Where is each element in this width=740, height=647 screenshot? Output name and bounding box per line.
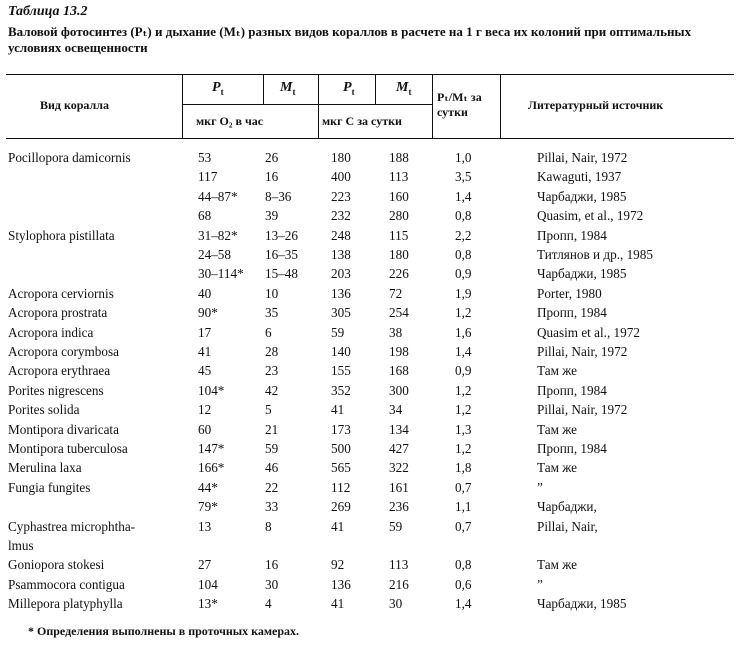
cell-mt-c: 180 [389, 247, 409, 262]
header-mt-c: $M_t$ [396, 80, 412, 97]
cell-ratio: 3,5 [455, 169, 472, 185]
cell-species: Acropora cerviornis [8, 285, 114, 301]
cell-source: Пропп, 1984 [537, 227, 607, 243]
cell-species: Acropora corymbosa [8, 344, 119, 359]
cell-pt-c: 136 [331, 285, 351, 301]
cell-pt-o2: 12 [198, 402, 212, 418]
cell-ratio: 0,6 [455, 576, 472, 592]
cell-mt-o2: 10 [265, 285, 279, 301]
cell-ratio: 0,9 [455, 266, 472, 282]
cell-species: lmus [8, 538, 34, 553]
cell-source: Чарбаджи, 1985 [537, 266, 627, 282]
cell-mt-o2: 16 [265, 557, 279, 573]
cell-mt-c: 160 [389, 188, 409, 204]
cell-source: Там же [537, 460, 578, 476]
cell-ratio: 1,9 [455, 285, 472, 301]
cell-source: Quasim et al., 1972 [537, 324, 640, 340]
cell-ratio: 1,8 [455, 460, 472, 476]
cell-mt-c: 113 [389, 169, 409, 185]
cell-source: Пропп, 1984 [537, 441, 607, 456]
cell-ratio: 0,7 [455, 518, 472, 534]
cell-mt-c: 72 [389, 285, 403, 301]
cell-pt-o2: 147* [198, 441, 225, 456]
cell-mt-o2: 35 [265, 305, 279, 321]
cell-pt-o2: 79* [198, 499, 218, 515]
cell-ratio: 1,6 [455, 324, 472, 340]
cell-species: Montipora divaricata [8, 421, 119, 437]
cell-ratio: 1,2 [455, 441, 472, 456]
cell-mt-c: 168 [389, 363, 409, 379]
cell-ratio: 0,9 [455, 363, 472, 379]
cell-pt-c: 138 [331, 247, 351, 262]
cell-species: Acropora prostrata [8, 305, 108, 321]
cell-mt-c: 134 [389, 421, 409, 437]
cell-source: Porter, 1980 [537, 285, 602, 301]
cell-pt-o2: 104 [198, 576, 218, 592]
cell-mt-o2: 5 [265, 402, 272, 418]
cell-mt-o2: 6 [265, 324, 272, 340]
cell-mt-c: 300 [389, 382, 409, 398]
header-mt-o2: $M_t$ [280, 80, 296, 97]
cell-pt-o2: 27 [198, 557, 212, 573]
cell-mt-c: 254 [389, 305, 409, 321]
cell-mt-o2: 39 [265, 208, 279, 224]
cell-mt-o2: 4 [265, 596, 272, 612]
cell-ratio: 0,8 [455, 208, 472, 224]
cell-source: Pillai, Nair, 1972 [537, 150, 628, 165]
cell-species: Psammocora contigua [8, 576, 125, 592]
cell-source: Чарбаджи, 1985 [537, 596, 627, 612]
header-divider [182, 74, 183, 138]
header-divider [375, 74, 376, 104]
cell-mt-o2: 46 [265, 460, 279, 476]
cell-mt-c: 280 [389, 208, 409, 224]
cell-pt-c: 352 [331, 382, 351, 398]
cell-pt-o2: 68 [198, 208, 212, 224]
cell-pt-c: 140 [331, 344, 351, 359]
cell-mt-o2: 21 [265, 421, 279, 437]
cell-ratio: 0,8 [455, 557, 472, 573]
cell-mt-o2: 15–48 [265, 266, 298, 282]
cell-mt-c: 198 [389, 344, 409, 359]
cell-mt-c: 161 [389, 479, 409, 495]
header-source: Литературный источник [528, 98, 664, 112]
cell-pt-o2: 17 [198, 324, 212, 340]
cell-pt-c: 41 [331, 596, 345, 612]
cell-ratio: 1,2 [455, 402, 472, 418]
cell-source: Пропп, 1984 [537, 382, 607, 398]
cell-pt-c: 180 [331, 150, 351, 165]
cell-mt-c: 30 [389, 596, 403, 612]
cell-ratio: 1,4 [455, 188, 472, 204]
cell-mt-c: 38 [389, 324, 403, 340]
cell-source: Там же [537, 363, 578, 379]
cell-species: Pocillopora damicornis [8, 150, 131, 165]
cell-pt-c: 41 [331, 518, 345, 534]
cell-mt-o2: 23 [265, 363, 279, 379]
cell-pt-o2: 90* [198, 305, 218, 321]
cell-pt-c: 223 [331, 188, 351, 204]
header-ratio: Pₜ/Mₜ за сутки [437, 90, 482, 119]
cell-pt-c: 136 [331, 576, 351, 592]
cell-ratio: 1,4 [455, 596, 472, 612]
cell-pt-c: 59 [331, 324, 345, 340]
cell-mt-c: 236 [389, 499, 409, 515]
cell-pt-c: 155 [331, 363, 351, 379]
cell-mt-c: 216 [389, 576, 409, 592]
table-title: Валовой фотосинтез (Pₜ) и дыхание (Mₜ) разных видов кораллов в расчете на 1 г веса их колоний при оптимальных условиях освещенности [8, 24, 692, 55]
cell-pt-o2: 166* [198, 460, 225, 476]
cell-pt-c: 269 [331, 499, 351, 515]
cell-pt-o2: 117 [198, 169, 218, 185]
cell-pt-o2: 60 [198, 421, 212, 437]
cell-ratio: 0,7 [455, 479, 472, 495]
cell-ratio: 1,0 [455, 150, 472, 165]
cell-species: Goniopora stokesi [8, 557, 105, 573]
cell-pt-c: 203 [331, 266, 351, 282]
cell-pt-o2: 40 [198, 285, 212, 301]
cell-ratio: 1,3 [455, 421, 472, 437]
cell-mt-o2: 30 [265, 576, 279, 592]
header-divider [500, 74, 501, 138]
cell-mt-c: 226 [389, 266, 409, 282]
header-pt-c: $P_t$ [343, 80, 355, 97]
cell-pt-o2: 104* [198, 382, 225, 398]
cell-pt-c: 400 [331, 169, 351, 185]
cell-pt-c: 232 [331, 208, 351, 224]
cell-source: Pillai, Nair, 1972 [537, 344, 628, 359]
cell-pt-o2: 13 [198, 518, 212, 534]
cell-mt-o2: 59 [265, 441, 279, 456]
header-species: Вид коралла [40, 98, 109, 112]
cell-mt-o2: 8 [265, 518, 272, 534]
cell-pt-c: 112 [331, 479, 351, 495]
footnote: * Определения выполнены в проточных камерах. [28, 624, 300, 638]
cell-source: Чарбаджи, 1985 [537, 188, 627, 204]
cell-mt-c: 59 [389, 518, 403, 534]
cell-pt-c: 565 [331, 460, 351, 476]
cell-ratio: 1,4 [455, 344, 472, 359]
cell-mt-o2: 16 [265, 169, 279, 185]
cell-ratio: 1,1 [455, 499, 472, 515]
cell-species: Cyphastrea microphtha- [8, 518, 136, 534]
cell-source: Чарбаджи, [537, 499, 597, 515]
cell-source: ” [537, 576, 543, 592]
cell-mt-o2: 28 [265, 344, 279, 359]
cell-species: Porites nigrescens [8, 382, 104, 398]
cell-pt-o2: 41 [198, 344, 212, 359]
cell-species: Porites solida [8, 402, 80, 418]
cell-species: Fungia fungites [8, 479, 91, 495]
cell-pt-o2: 30–114* [198, 266, 244, 282]
cell-pt-c: 41 [331, 402, 345, 418]
cell-mt-o2: 8–36 [265, 188, 292, 204]
cell-mt-o2: 26 [265, 150, 279, 165]
cell-mt-c: 113 [389, 557, 409, 573]
table-caption: Таблица 13.2 [8, 4, 88, 19]
cell-source: Pillai, Nair, 1972 [537, 402, 628, 418]
cell-mt-o2: 16–35 [265, 247, 298, 262]
subheader-rule [182, 104, 432, 105]
header-pt-o2: $P_t$ [212, 80, 224, 97]
cell-species: Millepora platyphylla [8, 596, 123, 612]
cell-pt-o2: 44* [198, 479, 218, 495]
cell-ratio: 2,2 [455, 227, 472, 243]
cell-pt-c: 248 [331, 227, 351, 243]
cell-species: Stylophora pistillata [8, 227, 115, 243]
cell-pt-o2: 44–87* [198, 188, 238, 204]
header-divider [263, 74, 264, 104]
header-divider [318, 74, 319, 138]
header-bottom-rule [6, 138, 734, 139]
header-unit-c: мкг С за сутки [322, 114, 402, 128]
cell-mt-o2: 42 [265, 382, 279, 398]
cell-mt-o2: 33 [265, 499, 279, 515]
cell-source: Пропп, 1984 [537, 305, 607, 321]
cell-pt-c: 305 [331, 305, 351, 321]
cell-ratio: 0,8 [455, 247, 472, 262]
cell-mt-c: 322 [389, 460, 409, 476]
cell-source: Титлянов и др., 1985 [537, 247, 653, 262]
cell-mt-o2: 13–26 [265, 227, 298, 243]
cell-pt-o2: 45 [198, 363, 212, 379]
header-unit-o2: мкг O₂ в час [196, 114, 264, 128]
cell-species: Merulina laxa [8, 460, 82, 476]
cell-mt-c: 188 [389, 150, 409, 165]
cell-pt-c: 173 [331, 421, 351, 437]
cell-pt-o2: 53 [198, 150, 212, 165]
cell-mt-o2: 22 [265, 479, 279, 495]
header-divider [432, 74, 433, 138]
cell-source: ” [537, 479, 543, 495]
cell-source: Kawaguti, 1937 [537, 169, 622, 185]
cell-pt-c: 92 [331, 557, 345, 573]
cell-pt-o2: 31–82* [198, 227, 238, 243]
cell-species: Acropora indica [8, 324, 94, 340]
cell-ratio: 1,2 [455, 382, 472, 398]
cell-mt-c: 427 [389, 441, 409, 456]
table-top-rule [6, 74, 734, 75]
cell-pt-c: 500 [331, 441, 351, 456]
cell-species: Montipora tuberculosa [8, 441, 128, 456]
cell-mt-c: 34 [389, 402, 403, 418]
cell-pt-o2: 24–58 [198, 247, 231, 262]
cell-species: Acropora erythraea [8, 363, 111, 379]
cell-pt-o2: 13* [198, 596, 218, 612]
cell-source: Pillai, Nair, [537, 518, 598, 534]
cell-source: Там же [537, 421, 578, 437]
cell-mt-c: 115 [389, 227, 409, 243]
cell-source: Там же [537, 557, 578, 573]
cell-ratio: 1,2 [455, 305, 472, 321]
cell-source: Quasim, et al., 1972 [537, 208, 644, 224]
